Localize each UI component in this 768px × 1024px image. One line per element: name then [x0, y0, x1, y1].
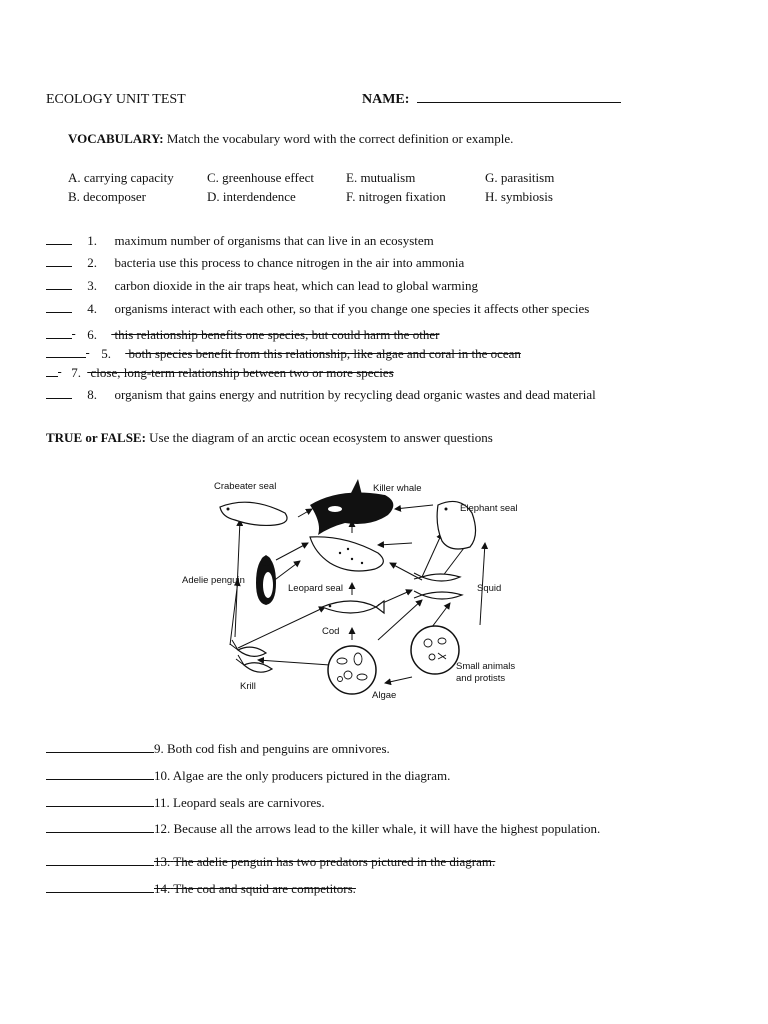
question-number: 11.	[154, 795, 170, 810]
term-d: D. interdendence	[207, 189, 296, 204]
item-text: bacteria use this process to chance nitrogen in the air into ammonia	[114, 255, 465, 270]
vocabulary-instruction-text: Match the vocabulary word with the correct definition or example.	[166, 131, 514, 146]
question-item	[46, 768, 450, 784]
item-text: both species benefit from this relationship, like algae and coral in the ocean	[128, 346, 521, 361]
item-number: 1.	[87, 233, 97, 248]
label-algae: Algae	[372, 690, 397, 701]
item-number: 5.	[101, 346, 111, 361]
term-a: A. carrying capacity	[68, 170, 174, 185]
leopard-seal-icon	[310, 537, 383, 571]
question-text: Both cod fish and penguins are omnivores.	[167, 741, 390, 756]
answer-blank[interactable]	[46, 234, 72, 245]
label-leopard-seal: Leopard seal	[288, 583, 343, 594]
krill-icon	[230, 640, 272, 672]
label-protists: and protists	[456, 673, 506, 684]
question-item	[46, 821, 600, 837]
question-number: 12.	[154, 821, 171, 836]
matching-item-struck	[46, 327, 439, 343]
answer-blank[interactable]	[46, 279, 72, 290]
true-false-instructions	[46, 430, 493, 446]
item-number: 6.	[87, 327, 97, 342]
term-h: H. symbiosis	[485, 189, 553, 204]
item-text: organism that gains energy and nutrition by recycling dead organic wastes and dead material	[114, 387, 596, 402]
question-item-struck	[46, 881, 356, 897]
label-elephant-seal: Elephant seal	[460, 503, 518, 514]
squid-icon	[414, 573, 462, 599]
term-f: F. nitrogen fixation	[346, 189, 446, 204]
name-label-text: NAME:	[362, 92, 410, 107]
item-text: organisms interact with each other, so that if you change one species it affects other species	[114, 301, 590, 316]
item-number: 3.	[87, 278, 97, 293]
question-number: 13.	[154, 854, 171, 869]
item-number: 2.	[87, 255, 97, 270]
matching-item-struck	[46, 365, 394, 381]
food-web-diagram	[180, 465, 520, 720]
item-number: 4.	[87, 301, 97, 316]
cod-icon	[322, 601, 384, 613]
answer-blank[interactable]	[46, 742, 154, 753]
label-cod: Cod	[322, 626, 340, 637]
answer-blank[interactable]	[46, 822, 154, 833]
matching-item	[46, 255, 464, 271]
question-number: 14.	[154, 881, 171, 896]
matching-item	[46, 301, 589, 317]
crabeater-seal-icon	[220, 502, 287, 525]
item-text: close, long-term relationship between two or more species	[90, 365, 394, 380]
label-crabeater-seal: Crabeater seal	[214, 481, 277, 492]
adelie-penguin-icon	[256, 555, 276, 605]
item-text: carbon dioxide in the air traps heat, which can lead to global warming	[114, 278, 479, 293]
vocabulary-heading: VOCABULARY:	[68, 131, 164, 146]
answer-blank[interactable]	[46, 347, 86, 358]
question-text: Algae are the only producers pictured in the diagram.	[172, 768, 451, 783]
answer-blank[interactable]	[46, 769, 154, 780]
item-number: 7.	[71, 365, 81, 380]
answer-blank[interactable]	[46, 796, 154, 807]
vocabulary-instructions	[68, 131, 513, 147]
small-animals-icon	[411, 626, 459, 674]
answer-blank[interactable]	[46, 366, 58, 377]
term-b: B. decomposer	[68, 189, 146, 204]
name-label	[362, 92, 621, 108]
question-item	[46, 741, 390, 757]
matching-item-struck	[46, 346, 521, 362]
label-killer-whale: Killer whale	[373, 483, 422, 494]
true-false-instruction-text: Use the diagram of an arctic ocean ecosystem to answer questions	[149, 430, 493, 445]
question-text: Because all the arrows lead to the killer whale, it will have the highest population.	[173, 821, 601, 836]
question-number: 10.	[154, 768, 171, 783]
answer-blank[interactable]	[46, 882, 154, 893]
matching-item	[46, 233, 434, 249]
answer-blank[interactable]	[46, 256, 72, 267]
label-squid: Squid	[477, 583, 502, 594]
answer-blank[interactable]	[46, 855, 154, 866]
label-small-animals: Small animals	[456, 661, 516, 672]
item-text: this relationship benefits one species, but could harm the other	[114, 327, 440, 342]
label-adelie-penguin: Adelie penguin	[182, 575, 245, 586]
question-item	[46, 795, 325, 811]
item-text: maximum number of organisms that can live in an ecosystem	[114, 233, 434, 248]
name-field[interactable]	[417, 92, 621, 103]
label-krill: Krill	[240, 681, 256, 692]
question-text: The adelie penguin has two predators pictured in the diagram.	[173, 854, 496, 869]
answer-blank[interactable]	[46, 328, 72, 339]
term-g: G. parasitism	[485, 170, 555, 185]
question-number: 9.	[154, 741, 164, 756]
matching-item	[46, 278, 478, 294]
answer-blank[interactable]	[46, 302, 72, 313]
true-false-heading: TRUE or FALSE:	[46, 430, 146, 445]
question-text: Leopard seals are carnivores.	[173, 795, 325, 810]
algae-icon	[328, 646, 376, 694]
item-number: 8.	[87, 387, 97, 402]
term-e: E. mutualism	[346, 170, 416, 185]
matching-item	[46, 387, 596, 403]
question-item-struck	[46, 854, 495, 870]
question-text: The cod and squid are competitors.	[173, 881, 356, 896]
term-c: C. greenhouse effect	[207, 170, 314, 185]
test-title: ECOLOGY UNIT TEST	[46, 92, 186, 107]
answer-blank[interactable]	[46, 388, 72, 399]
